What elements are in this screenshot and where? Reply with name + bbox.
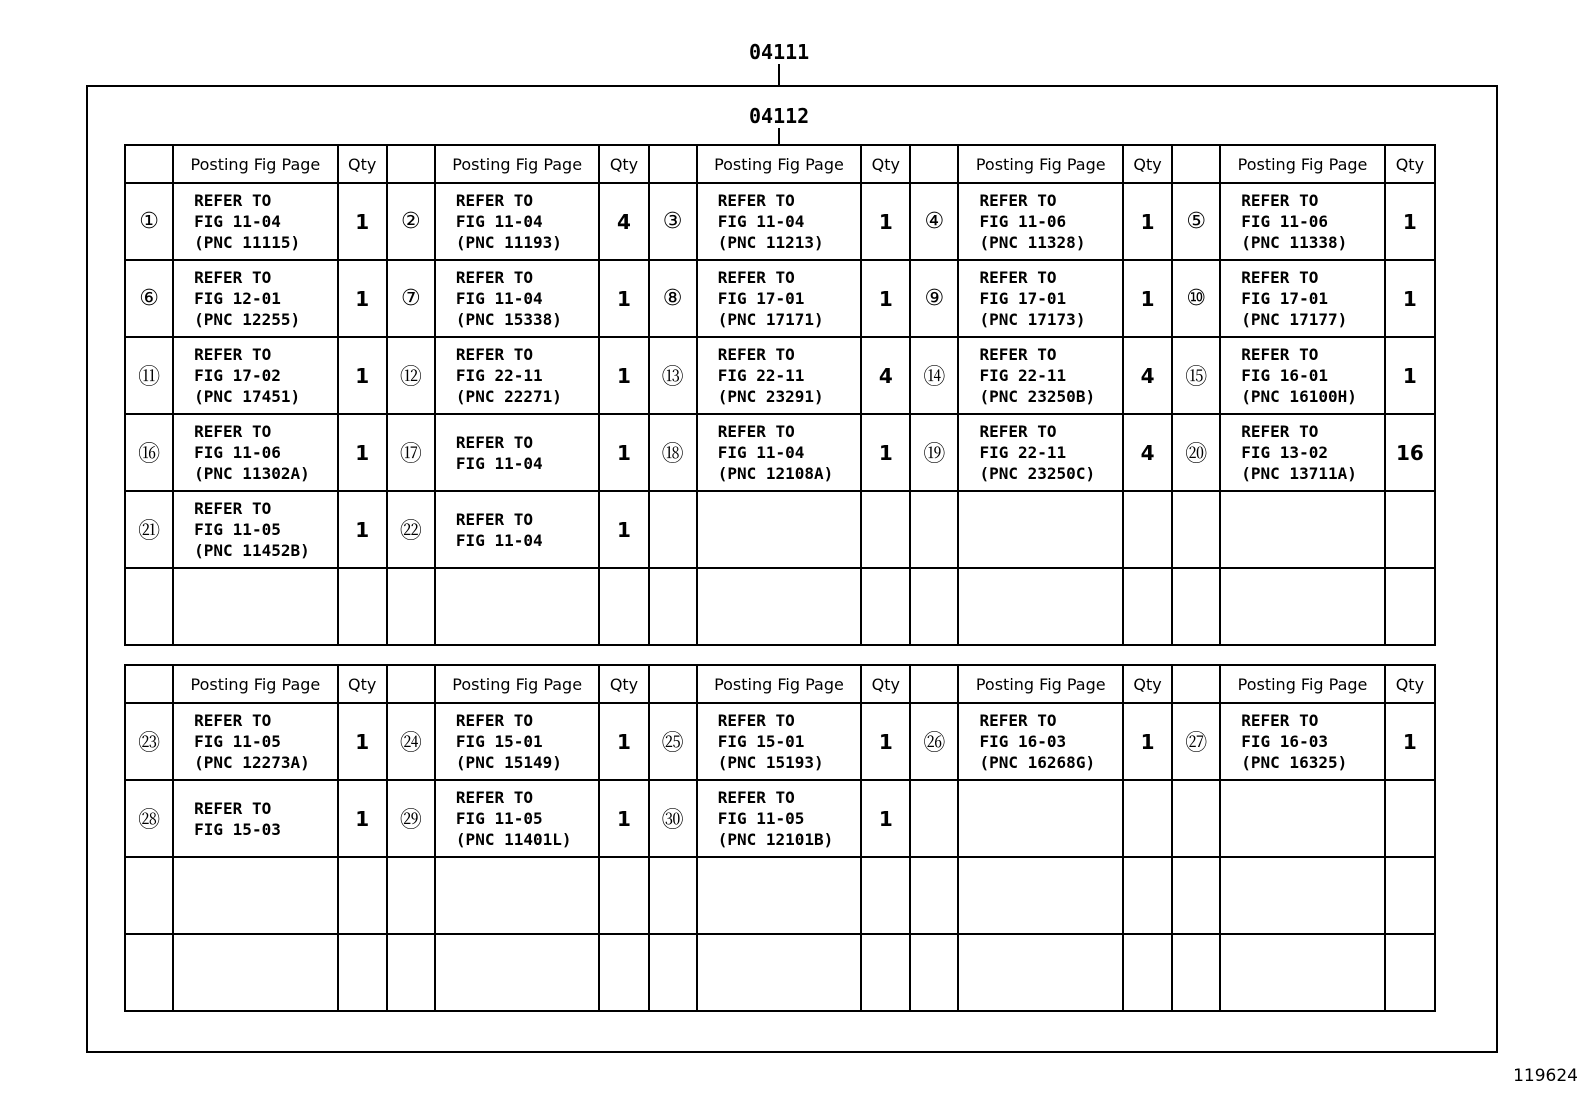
posting-reference bbox=[173, 780, 338, 857]
table-row bbox=[125, 491, 1435, 568]
reference-line: REFER TO bbox=[194, 345, 272, 364]
posting-reference bbox=[1220, 337, 1385, 414]
quantity: 1 bbox=[338, 491, 387, 568]
quantity bbox=[338, 934, 387, 1011]
item-number: ㉔ bbox=[387, 703, 435, 780]
posting-reference bbox=[697, 337, 862, 414]
header-posting-fig-page: Posting Fig Page bbox=[173, 145, 338, 183]
item-number bbox=[1172, 568, 1220, 645]
reference-line: REFER TO bbox=[979, 422, 1057, 441]
reference-line: FIG 16-03 bbox=[1241, 732, 1328, 751]
item-number: ② bbox=[387, 183, 435, 260]
reference-line: FIG 15-01 bbox=[455, 732, 543, 751]
quantity: 1 bbox=[1123, 260, 1172, 337]
reference-line: FIG 11-06 bbox=[194, 443, 281, 462]
item-number: ⑤ bbox=[1172, 183, 1220, 260]
reference-line: (PNC 12273A) bbox=[194, 753, 310, 772]
reference-line: (PNC 23250C) bbox=[979, 464, 1096, 483]
item-number: ㉒ bbox=[387, 491, 435, 568]
posting-reference bbox=[697, 780, 862, 857]
quantity: 1 bbox=[338, 703, 387, 780]
posting-reference bbox=[435, 183, 600, 260]
reference-line: REFER TO bbox=[455, 191, 533, 210]
item-number bbox=[1172, 780, 1220, 857]
header-index bbox=[910, 145, 958, 183]
reference-line: (PNC 16268G) bbox=[979, 753, 1096, 772]
reference-line: (PNC 11328) bbox=[979, 233, 1086, 252]
reference-line: (PNC 22271) bbox=[455, 387, 562, 406]
item-number: ④ bbox=[910, 183, 958, 260]
posting-reference bbox=[697, 703, 862, 780]
reference-line: FIG 15-01 bbox=[717, 732, 805, 751]
reference-line: REFER TO bbox=[1241, 268, 1319, 287]
header-qty: Qty bbox=[1123, 665, 1172, 703]
quantity: 1 bbox=[599, 260, 648, 337]
posting-reference bbox=[1220, 703, 1385, 780]
reference-line: (PNC 11401L) bbox=[455, 830, 572, 849]
item-number: ⑧ bbox=[649, 260, 697, 337]
header-qty: Qty bbox=[1385, 145, 1435, 183]
item-number: ㉓ bbox=[125, 703, 173, 780]
reference-line: FIG 11-04 bbox=[455, 530, 543, 550]
quantity: 1 bbox=[599, 780, 648, 857]
reference-line: (PNC 23250B) bbox=[979, 387, 1096, 406]
posting-reference bbox=[697, 183, 862, 260]
posting-reference bbox=[958, 934, 1123, 1011]
header-posting-fig-page: Posting Fig Page bbox=[435, 665, 600, 703]
quantity bbox=[599, 857, 648, 934]
quantity: 4 bbox=[1123, 337, 1172, 414]
reference-line: REFER TO bbox=[194, 499, 272, 518]
reference-line: (PNC 11213) bbox=[717, 233, 824, 252]
reference-line: (PNC 16100H) bbox=[1241, 387, 1357, 406]
table-row bbox=[125, 780, 1435, 857]
reference-line: (PNC 17173) bbox=[979, 310, 1086, 329]
reference-table-2 bbox=[124, 664, 1436, 1012]
quantity: 1 bbox=[338, 780, 387, 857]
figure-id: 119624 bbox=[1513, 1066, 1578, 1086]
header-index bbox=[910, 665, 958, 703]
header-index bbox=[387, 665, 435, 703]
quantity bbox=[1123, 568, 1172, 645]
reference-line: REFER TO bbox=[717, 191, 795, 210]
quantity: 1 bbox=[599, 337, 648, 414]
item-number: ⑪ bbox=[125, 337, 173, 414]
reference-line: FIG 11-04 bbox=[455, 289, 543, 308]
header-qty: Qty bbox=[338, 145, 387, 183]
posting-reference bbox=[697, 260, 862, 337]
posting-reference bbox=[958, 857, 1123, 934]
quantity: 1 bbox=[338, 337, 387, 414]
posting-reference bbox=[435, 337, 600, 414]
leader-line-04111 bbox=[778, 64, 780, 85]
item-number bbox=[910, 491, 958, 568]
reference-line: REFER TO bbox=[455, 509, 533, 529]
header-posting-fig-page: Posting Fig Page bbox=[1220, 665, 1385, 703]
posting-reference bbox=[173, 260, 338, 337]
reference-table-1 bbox=[124, 144, 1436, 646]
item-number bbox=[649, 857, 697, 934]
assembly-label-04111: 04111 bbox=[749, 40, 810, 64]
reference-line: FIG 22-11 bbox=[979, 443, 1067, 462]
quantity bbox=[861, 568, 910, 645]
reference-line: REFER TO bbox=[455, 711, 533, 730]
reference-line: REFER TO bbox=[1241, 422, 1319, 441]
item-number bbox=[649, 491, 697, 568]
header-posting-fig-page: Posting Fig Page bbox=[958, 665, 1123, 703]
reference-line: REFER TO bbox=[1241, 345, 1319, 364]
item-number: ⑱ bbox=[649, 414, 697, 491]
item-number bbox=[125, 934, 173, 1011]
item-number: ① bbox=[125, 183, 173, 260]
quantity bbox=[1385, 568, 1435, 645]
leader-line-04112 bbox=[778, 128, 780, 145]
reference-line: FIG 22-11 bbox=[717, 366, 805, 385]
quantity: 1 bbox=[861, 183, 910, 260]
reference-line: REFER TO bbox=[717, 345, 795, 364]
posting-reference bbox=[958, 780, 1123, 857]
table-row bbox=[125, 857, 1435, 934]
posting-reference bbox=[958, 703, 1123, 780]
posting-reference bbox=[173, 934, 338, 1011]
item-number: ⑬ bbox=[649, 337, 697, 414]
reference-line: FIG 12-01 bbox=[194, 289, 281, 308]
item-number: ⑰ bbox=[387, 414, 435, 491]
quantity: 1 bbox=[861, 703, 910, 780]
header-index bbox=[125, 145, 173, 183]
reference-line: (PNC 15193) bbox=[717, 753, 824, 772]
reference-line: REFER TO bbox=[979, 345, 1057, 364]
header-qty: Qty bbox=[861, 665, 910, 703]
item-number bbox=[387, 857, 435, 934]
reference-line: FIG 11-06 bbox=[979, 212, 1067, 231]
posting-reference bbox=[958, 491, 1123, 568]
quantity: 1 bbox=[1385, 260, 1435, 337]
reference-line: REFER TO bbox=[717, 788, 795, 807]
item-number: ⑨ bbox=[910, 260, 958, 337]
header-posting-fig-page: Posting Fig Page bbox=[697, 145, 862, 183]
header-index bbox=[649, 145, 697, 183]
posting-reference bbox=[435, 491, 600, 568]
header-posting-fig-page: Posting Fig Page bbox=[697, 665, 862, 703]
item-number bbox=[649, 934, 697, 1011]
item-number: ⑫ bbox=[387, 337, 435, 414]
reference-line: FIG 11-04 bbox=[717, 212, 805, 231]
posting-reference bbox=[1220, 780, 1385, 857]
reference-line: REFER TO bbox=[455, 268, 533, 287]
reference-line: (PNC 16325) bbox=[1241, 753, 1348, 772]
reference-line: (PNC 23291) bbox=[717, 387, 824, 406]
reference-line: REFER TO bbox=[717, 268, 795, 287]
posting-reference bbox=[435, 780, 600, 857]
item-number: ⑭ bbox=[910, 337, 958, 414]
header-index bbox=[125, 665, 173, 703]
header-posting-fig-page: Posting Fig Page bbox=[435, 145, 600, 183]
posting-reference bbox=[697, 414, 862, 491]
reference-line: FIG 17-01 bbox=[717, 289, 805, 308]
reference-line: (PNC 15149) bbox=[455, 753, 562, 772]
reference-line: REFER TO bbox=[194, 422, 272, 441]
quantity bbox=[338, 568, 387, 645]
header-qty: Qty bbox=[338, 665, 387, 703]
quantity bbox=[1385, 780, 1435, 857]
reference-line: FIG 22-11 bbox=[455, 366, 543, 385]
item-number: ㉖ bbox=[910, 703, 958, 780]
quantity: 1 bbox=[861, 780, 910, 857]
quantity: 1 bbox=[338, 260, 387, 337]
header-index bbox=[1172, 145, 1220, 183]
header-index bbox=[1172, 665, 1220, 703]
item-number: ⑥ bbox=[125, 260, 173, 337]
quantity bbox=[861, 857, 910, 934]
reference-line: REFER TO bbox=[455, 432, 533, 452]
quantity bbox=[599, 568, 648, 645]
item-number: ⑲ bbox=[910, 414, 958, 491]
quantity: 1 bbox=[338, 414, 387, 491]
reference-line: (PNC 11302A) bbox=[194, 464, 310, 483]
quantity bbox=[1123, 934, 1172, 1011]
item-number bbox=[387, 568, 435, 645]
quantity: 4 bbox=[599, 183, 648, 260]
reference-line: FIG 16-01 bbox=[1241, 366, 1328, 385]
reference-line: REFER TO bbox=[717, 711, 795, 730]
reference-line: FIG 13-02 bbox=[1241, 443, 1328, 462]
reference-line: FIG 17-02 bbox=[194, 366, 281, 385]
quantity: 4 bbox=[1123, 414, 1172, 491]
header-posting-fig-page: Posting Fig Page bbox=[958, 145, 1123, 183]
item-number bbox=[910, 934, 958, 1011]
item-number bbox=[910, 780, 958, 857]
reference-line: (PNC 17451) bbox=[194, 387, 301, 406]
reference-line: FIG 11-04 bbox=[455, 453, 543, 473]
posting-reference bbox=[1220, 491, 1385, 568]
quantity: 16 bbox=[1385, 414, 1435, 491]
header-qty: Qty bbox=[1123, 145, 1172, 183]
item-number: ㉙ bbox=[387, 780, 435, 857]
quantity bbox=[1123, 857, 1172, 934]
posting-reference bbox=[1220, 183, 1385, 260]
reference-line: FIG 16-03 bbox=[979, 732, 1067, 751]
quantity: 1 bbox=[1123, 183, 1172, 260]
posting-reference bbox=[435, 857, 600, 934]
item-number bbox=[1172, 934, 1220, 1011]
quantity: 1 bbox=[1385, 703, 1435, 780]
reference-line: REFER TO bbox=[979, 268, 1057, 287]
item-number: ㉕ bbox=[649, 703, 697, 780]
header-row bbox=[125, 665, 1435, 703]
reference-line: REFER TO bbox=[979, 711, 1057, 730]
reference-line: REFER TO bbox=[1241, 191, 1319, 210]
quantity bbox=[1385, 857, 1435, 934]
table-row bbox=[125, 260, 1435, 337]
posting-reference bbox=[173, 414, 338, 491]
quantity bbox=[1123, 491, 1172, 568]
quantity: 1 bbox=[599, 491, 648, 568]
quantity: 1 bbox=[861, 414, 910, 491]
item-number: ㉗ bbox=[1172, 703, 1220, 780]
posting-reference bbox=[435, 934, 600, 1011]
posting-reference bbox=[958, 568, 1123, 645]
posting-reference bbox=[173, 703, 338, 780]
item-number: ㉘ bbox=[125, 780, 173, 857]
quantity bbox=[599, 934, 648, 1011]
item-number bbox=[910, 568, 958, 645]
posting-reference bbox=[1220, 934, 1385, 1011]
item-number: ⑳ bbox=[1172, 414, 1220, 491]
header-index bbox=[649, 665, 697, 703]
quantity bbox=[1123, 780, 1172, 857]
reference-line: FIG 11-06 bbox=[1241, 212, 1328, 231]
posting-reference bbox=[173, 183, 338, 260]
posting-reference bbox=[958, 260, 1123, 337]
item-number: ㉑ bbox=[125, 491, 173, 568]
posting-reference bbox=[1220, 857, 1385, 934]
reference-line: REFER TO bbox=[1241, 711, 1319, 730]
quantity: 4 bbox=[861, 337, 910, 414]
item-number bbox=[649, 568, 697, 645]
reference-line: (PNC 15338) bbox=[455, 310, 562, 329]
posting-reference bbox=[958, 414, 1123, 491]
reference-line: (PNC 12255) bbox=[194, 310, 301, 329]
reference-line: FIG 22-11 bbox=[979, 366, 1067, 385]
quantity bbox=[338, 857, 387, 934]
quantity bbox=[1385, 491, 1435, 568]
table-row bbox=[125, 414, 1435, 491]
header-index bbox=[387, 145, 435, 183]
reference-line: (PNC 12101B) bbox=[717, 830, 834, 849]
reference-line: REFER TO bbox=[194, 798, 272, 818]
header-qty: Qty bbox=[599, 145, 648, 183]
reference-line: (PNC 11115) bbox=[194, 233, 301, 252]
header-row bbox=[125, 145, 1435, 183]
posting-reference bbox=[435, 260, 600, 337]
reference-line: REFER TO bbox=[455, 345, 533, 364]
reference-line: FIG 11-05 bbox=[455, 809, 543, 828]
posting-reference bbox=[1220, 414, 1385, 491]
table-row bbox=[125, 703, 1435, 780]
quantity: 1 bbox=[1385, 337, 1435, 414]
reference-line: FIG 11-05 bbox=[194, 732, 281, 751]
reference-line: FIG 11-04 bbox=[194, 212, 281, 231]
reference-line: REFER TO bbox=[194, 268, 272, 287]
item-number: ⑩ bbox=[1172, 260, 1220, 337]
posting-reference bbox=[173, 491, 338, 568]
reference-line: FIG 11-04 bbox=[455, 212, 543, 231]
reference-line: (PNC 11338) bbox=[1241, 233, 1348, 252]
reference-line: FIG 17-01 bbox=[979, 289, 1067, 308]
table-row bbox=[125, 568, 1435, 645]
reference-line: FIG 11-05 bbox=[717, 809, 805, 828]
item-number: ⑦ bbox=[387, 260, 435, 337]
reference-line: (PNC 12108A) bbox=[717, 464, 834, 483]
assembly-label-04112: 04112 bbox=[749, 104, 810, 128]
header-qty: Qty bbox=[599, 665, 648, 703]
reference-line: (PNC 17171) bbox=[717, 310, 824, 329]
item-number: ⑯ bbox=[125, 414, 173, 491]
reference-line: (PNC 17177) bbox=[1241, 310, 1348, 329]
reference-line: REFER TO bbox=[455, 788, 533, 807]
item-number: ③ bbox=[649, 183, 697, 260]
reference-line: (PNC 11452B) bbox=[194, 541, 310, 560]
posting-reference bbox=[697, 934, 862, 1011]
posting-reference bbox=[173, 337, 338, 414]
header-posting-fig-page: Posting Fig Page bbox=[1220, 145, 1385, 183]
quantity: 1 bbox=[1385, 183, 1435, 260]
reference-line: FIG 15-03 bbox=[194, 819, 281, 839]
reference-line: FIG 11-04 bbox=[717, 443, 805, 462]
item-number bbox=[1172, 491, 1220, 568]
posting-reference bbox=[697, 568, 862, 645]
quantity bbox=[1385, 934, 1435, 1011]
reference-line: REFER TO bbox=[194, 711, 272, 730]
header-qty: Qty bbox=[1385, 665, 1435, 703]
reference-line: (PNC 11193) bbox=[455, 233, 562, 252]
quantity: 1 bbox=[338, 183, 387, 260]
header-qty: Qty bbox=[861, 145, 910, 183]
posting-reference bbox=[435, 568, 600, 645]
item-number: ⑮ bbox=[1172, 337, 1220, 414]
posting-reference bbox=[697, 491, 862, 568]
item-number bbox=[1172, 857, 1220, 934]
quantity: 1 bbox=[599, 414, 648, 491]
quantity bbox=[861, 491, 910, 568]
posting-reference bbox=[958, 183, 1123, 260]
item-number bbox=[125, 857, 173, 934]
table-row bbox=[125, 183, 1435, 260]
reference-line: REFER TO bbox=[979, 191, 1057, 210]
reference-line: REFER TO bbox=[194, 191, 272, 210]
table-row bbox=[125, 934, 1435, 1011]
header-posting-fig-page: Posting Fig Page bbox=[173, 665, 338, 703]
reference-line: FIG 11-05 bbox=[194, 520, 281, 539]
reference-line: (PNC 13711A) bbox=[1241, 464, 1357, 483]
posting-reference bbox=[1220, 568, 1385, 645]
posting-reference bbox=[958, 337, 1123, 414]
item-number bbox=[125, 568, 173, 645]
quantity: 1 bbox=[599, 703, 648, 780]
item-number bbox=[910, 857, 958, 934]
quantity: 1 bbox=[861, 260, 910, 337]
quantity bbox=[861, 934, 910, 1011]
posting-reference bbox=[435, 703, 600, 780]
reference-line: FIG 17-01 bbox=[1241, 289, 1328, 308]
posting-reference bbox=[697, 857, 862, 934]
posting-reference bbox=[173, 857, 338, 934]
quantity: 1 bbox=[1123, 703, 1172, 780]
reference-line: REFER TO bbox=[717, 422, 795, 441]
item-number bbox=[387, 934, 435, 1011]
table-row bbox=[125, 337, 1435, 414]
posting-reference bbox=[173, 568, 338, 645]
item-number: ㉚ bbox=[649, 780, 697, 857]
posting-reference bbox=[1220, 260, 1385, 337]
posting-reference bbox=[435, 414, 600, 491]
